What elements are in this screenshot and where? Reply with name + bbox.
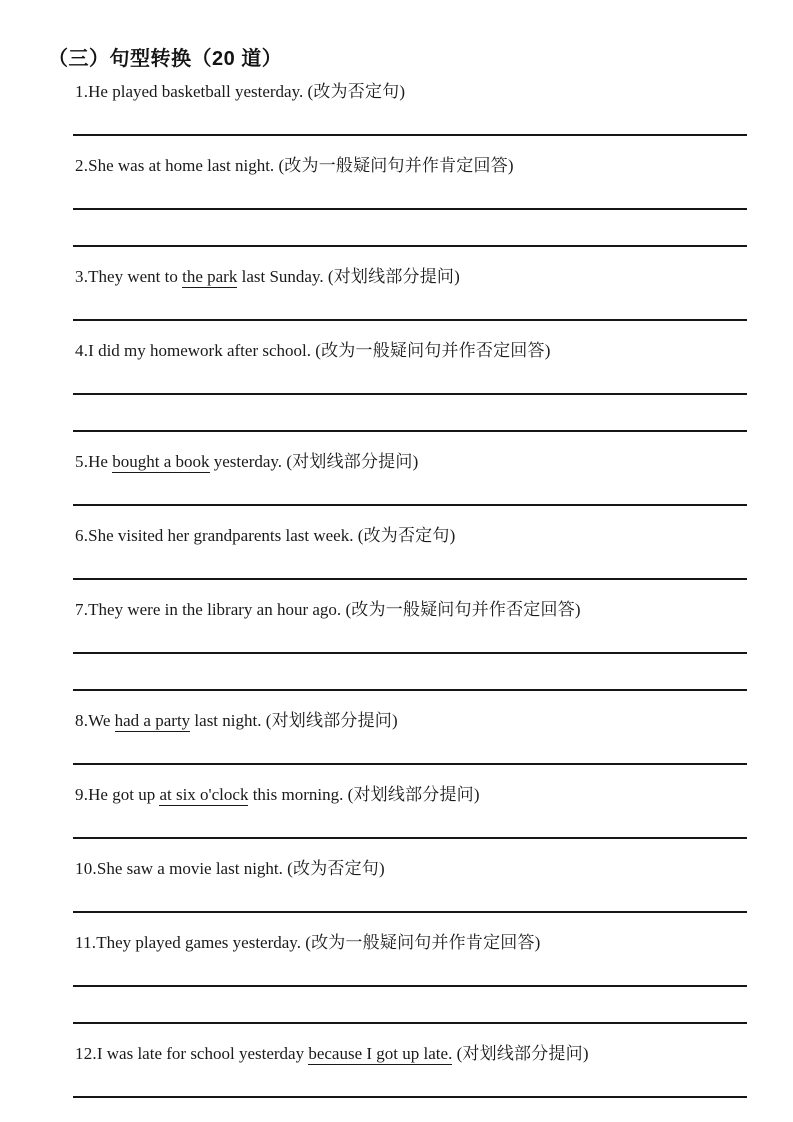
question-item	[73, 1042, 747, 1098]
question-number: 10.	[75, 859, 97, 878]
question-text	[73, 1042, 747, 1065]
sentence-segment: They were in the library an hour ago.	[88, 600, 342, 619]
question-instruction: (对划线部分提问)	[265, 711, 398, 730]
question-item	[73, 265, 747, 321]
question-item	[73, 450, 747, 506]
question-text	[73, 524, 747, 547]
question-instruction: (改为否定句)	[287, 859, 385, 878]
sentence-segment: She visited her grandparents last week.	[88, 526, 354, 545]
question-text	[73, 450, 747, 473]
question-list	[73, 80, 747, 1098]
answer-line	[73, 134, 747, 136]
question-item	[73, 783, 747, 839]
question-instruction: (对划线部分提问)	[286, 452, 419, 471]
answer-line	[73, 689, 747, 691]
question-number: 8.	[75, 711, 89, 730]
section-title: （三）句型转换（20 道）	[48, 48, 283, 70]
answer-line	[73, 1096, 747, 1098]
sentence-segment: They played games yesterday.	[96, 933, 301, 952]
sentence-segment: He played basketball yesterday.	[88, 82, 304, 101]
answer-line	[73, 1022, 747, 1024]
question-instruction: (改为否定句)	[307, 82, 406, 101]
question-text	[73, 857, 747, 880]
answer-line	[73, 911, 747, 913]
sentence-segment: He got up	[88, 785, 160, 804]
underlined-phrase: had a party	[114, 711, 191, 730]
underlined-phrase: bought a book	[112, 452, 210, 471]
question-text	[73, 931, 747, 954]
question-item	[73, 709, 747, 765]
question-number: 5.	[75, 452, 89, 471]
answer-line	[73, 504, 747, 506]
question-instruction: (改为一般疑问句并作否定回答)	[345, 600, 581, 619]
sentence-segment: She was at home last night.	[88, 156, 275, 175]
question-text	[73, 709, 747, 732]
question-text	[73, 598, 747, 621]
answer-line	[73, 430, 747, 432]
question-number: 3.	[75, 267, 89, 286]
question-instruction: (改为否定句)	[357, 526, 456, 545]
question-instruction: (改为一般疑问句并作否定回答)	[315, 341, 551, 360]
answer-line	[73, 578, 747, 580]
answer-line	[73, 652, 747, 654]
sentence-segment: last Sunday.	[237, 267, 324, 286]
question-text	[73, 265, 747, 288]
question-item	[73, 598, 747, 691]
question-number: 4.	[75, 341, 89, 360]
question-instruction: (对划线部分提问)	[347, 785, 480, 804]
answer-line	[73, 763, 747, 765]
question-instruction: (改为一般疑问句并作肯定回答)	[278, 156, 514, 175]
question-number: 1.	[75, 82, 89, 101]
question-item	[73, 80, 747, 136]
question-number: 6.	[75, 526, 89, 545]
sentence-segment: We	[88, 711, 115, 730]
answer-line	[73, 393, 747, 395]
question-text	[73, 80, 747, 103]
sentence-segment: They went to	[88, 267, 183, 286]
question-text	[73, 154, 747, 177]
question-number: 7.	[75, 600, 89, 619]
question-number: 9.	[75, 785, 89, 804]
underlined-phrase: the park	[182, 267, 238, 286]
question-item	[73, 931, 747, 1024]
sentence-segment: last night.	[190, 711, 262, 730]
sentence-segment: I did my homework after school.	[88, 341, 311, 360]
underlined-phrase: at six o'clock	[159, 785, 249, 804]
answer-line	[73, 837, 747, 839]
question-instruction: (改为一般疑问句并作肯定回答)	[305, 933, 541, 952]
answer-line	[73, 208, 747, 210]
sentence-segment: He	[88, 452, 113, 471]
question-number: 11.	[75, 933, 97, 952]
sentence-segment: I was late for school yesterday	[96, 1044, 309, 1063]
question-instruction: (对划线部分提问)	[327, 267, 460, 286]
answer-line	[73, 245, 747, 247]
underlined-phrase: because I got up late.	[308, 1044, 453, 1063]
question-text	[73, 783, 747, 806]
question-number: 2.	[75, 156, 89, 175]
question-item	[73, 339, 747, 432]
sentence-segment: yesterday.	[209, 452, 283, 471]
answer-line	[73, 319, 747, 321]
question-item	[73, 524, 747, 580]
question-item	[73, 857, 747, 913]
question-item	[73, 154, 747, 247]
sentence-segment: She saw a movie last night.	[96, 859, 283, 878]
sentence-segment: this morning.	[248, 785, 344, 804]
question-number: 12.	[75, 1044, 97, 1063]
question-instruction: (对划线部分提问)	[456, 1044, 589, 1063]
question-text	[73, 339, 747, 362]
answer-line	[73, 985, 747, 987]
